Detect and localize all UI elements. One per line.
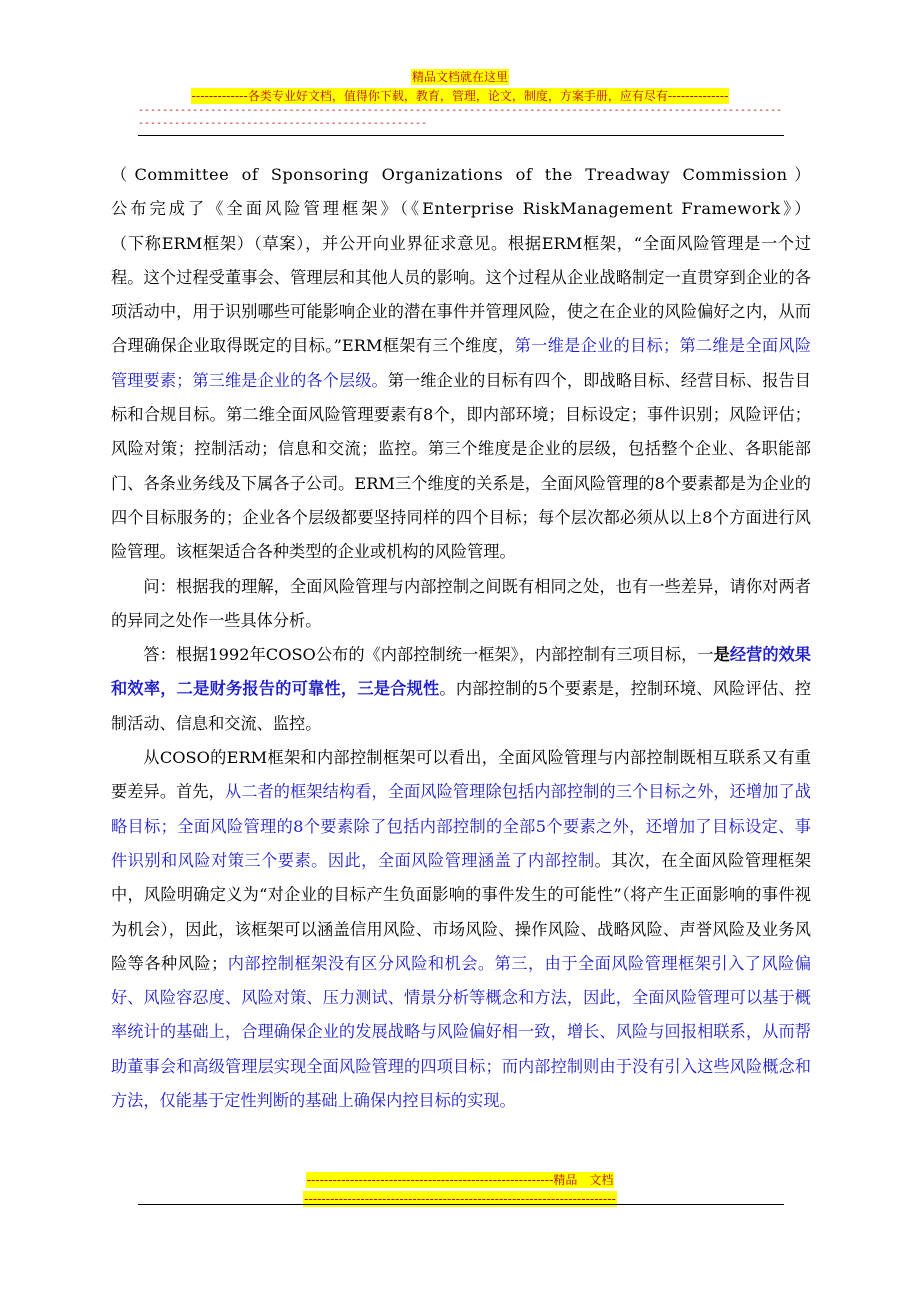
header-title: 精品文档就在这里 (411, 70, 508, 84)
page-header (0, 66, 920, 104)
answer-objectives-highlight: 经营的效果和效率，二是财务报告的可靠性，三是合规性 (111, 645, 811, 699)
paragraph-answer (111, 638, 811, 741)
footer-line-2: ------------------------------------------------------------------------ (304, 1192, 616, 1206)
erm-dimensions-highlight: 第一维是企业的目标；第二维是全面风险管理要素；第三维是企业的各个层级。 (111, 336, 812, 390)
comparison-methods-highlight: 内部控制框架没有区分风险和机会。第三，由于全面风险管理框架引入了风险偏好、风险容忍度、风险对策、压力测试、情景分析等概念和方法，因此，全面风险管理可以基于概率统计的基础上，合理确保企业的发展战略与风险偏好相一致，增长、风险与回报相联系，从而帮助董事会和高级管理层实现全面风险管理的四项目标；而内部控制则由于没有引入这些风险概念和方法，仅能基于定性判断的基础上确保内控目标的实现。 (111, 953, 812, 1111)
header-divider (138, 135, 784, 136)
paragraph-comparison (111, 741, 811, 1118)
header-dash-line: ----------------------------------------------------------------------------------------------------------------------------------------------------------- (138, 105, 783, 129)
document-body (111, 158, 811, 1118)
comparison-intro-text: 从COSO的ERM框架和内部控制框架可以看出，全面风险管理与内部控制既相互联系又有重要差异。首先， (111, 748, 811, 802)
answer-elements-text: 。内部控制的5个要素是，控制环境、风险评估、控制活动、信息和交流、监控。 (111, 679, 811, 733)
erm-title-line: 公布完成了《全面风险管理框架》（《Enterprise RiskManagement Framework》） (111, 199, 811, 219)
erm-dimensions-text: 第一维企业的目标有四个，即战略目标、经营目标、报告目标和合规目标。第二维全面风险管理要素有8个，即内部环境；目标设定；事件识别；风险评估；风险对策；控制活动；信息和交流；监控。第三个维度是企业的层级，包括整个企业、各职能部门、各条业务线及下属各子公司。ERM三个维度的关系是，全面风险管理的8个要素都是为企业的四个目标服务的；企业各个层级都要坚持同样的四个目标；每个层次都必须从以上8个方面进行风险管理。该框架适合各种类型的企业或机构的风险管理。 (111, 370, 811, 562)
coso-line: （Committee of Sponsoring Organizations of the Treadway Commission） (111, 165, 811, 184)
paragraph-question: 问：根据我的理解，全面风险管理与内部控制之间既有相同之处，也有一些差异，请你对两者的异同之处作一些具体分析。 (111, 576, 811, 630)
erm-definition-text: （下称ERM框架）（草案），并公开向业界征求意见。根据ERM框架，“全面风险管理是一个过程。这个过程受董事会、管理层和其他人员的影响。这个过程从企业战略制定一直贯穿到企业的各项活动中，用于识别哪些可能影响企业的潜在事件并管理风险，使之在企业的风险偏好之内，从而合理确保企业取得既定的目标。”ERM框架有三个维度， (111, 233, 811, 356)
comparison-risk-text: 。其次，在全面风险管理框架中，风险明确定义为“对企业的目标产生负面影响的事件发生的可能性”（将产生正面影响的事件视为机会），因此，该框架可以涵盖信用风险、市场风险、操作风险、战略风险、声誉风险及业务风险等各种风险； (111, 850, 811, 973)
answer-bold-text: 是 (713, 645, 730, 665)
page-footer (0, 1169, 920, 1207)
footer-line-1: ---------------------------------------------------------精品 文档 (306, 1173, 614, 1187)
answer-text: 答：根据1992年COSO公布的《内部控制统一框架》，内部控制有三项目标，一 (143, 645, 714, 665)
paragraph-erm-intro (111, 158, 811, 570)
comparison-structure-highlight: 从二者的框架结构看，全面风险管理除包括内部控制的三个目标之外，还增加了战略目标；全面风险管理的8个要素除了包括内部控制的全部5个要素之外，还增加了目标设定、事件识别和风险对策三个要素。因此，全面风险管理涵盖了内部控制 (111, 782, 811, 870)
header-banner: -------------各类专业好文档，值得你下载，教育，管理，论文，制度，方案手册，应有尽有-------------- (191, 89, 729, 103)
footer-divider (138, 1204, 784, 1205)
